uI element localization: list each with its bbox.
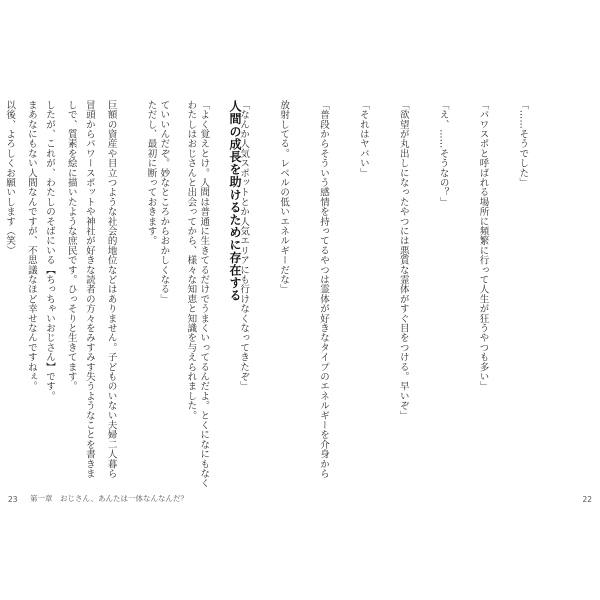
- page-number-left: 23: [8, 495, 18, 504]
- text-line: ただし、最初に断っておきます。: [145, 100, 157, 246]
- left-page-body: [0, 100, 224, 488]
- text-line: 「……そうでした」: [517, 100, 529, 188]
- text-line: しで、質素を絵に描いたような庶民です。ひっそりと生きてます。: [65, 100, 77, 391]
- text-line: 「パワスポと呼ばれる場所に頻繁に行って人生が狂うやつも多い」: [477, 100, 489, 391]
- text-line: したが、これが、わたしのそばにいる【ちっちゃいおじさん】です。: [44, 100, 56, 401]
- text-line: 放射してる。レベルの低いエネルギーだな」: [278, 100, 290, 294]
- text-line: まあなにもない人間なんですが、不思議なほど幸せなんですねぇ。: [25, 100, 37, 391]
- page-number-right: 22: [582, 495, 592, 504]
- text-line: 以後、よろしくお願いします（笑）: [4, 100, 16, 256]
- section-heading: 人間の成長を助けるために存在する: [228, 100, 242, 302]
- text-line: 「なんか人気スポットとか人気エリアにも行けなくなってきたぞ」: [238, 100, 250, 391]
- text-line: わたしはおじさんと出会ってから、様々な知恵と知識を与えられました。: [185, 100, 197, 421]
- text-line: 「普段からそういう感情を持ってるやつは霊体が好きなタイプのエネルギーを介身から: [317, 100, 329, 479]
- text-line: 「え、……そうなの？」: [437, 100, 449, 207]
- text-line: 「よく覚えとけ。人間は普通に生きてるだけでうまくいってるんだよ。とくになにもなく: [198, 100, 210, 488]
- text-line: ていいんだぞ。妙なところからおかしくなる」: [158, 100, 170, 304]
- text-line: 巨額の資産や目立つような社会的地位などはありません。子どものいない夫婦二人暮ら: [105, 100, 117, 479]
- text-line: 「それはヤバい」: [357, 100, 369, 178]
- running-head: 第一章 おじさん、あんたは一体なんなんだ？: [30, 494, 188, 503]
- text-line: 冒頭からパワースポットや神社が好きな読者の方々をみすみす失うようなことを書きま: [83, 100, 95, 479]
- text-line: 「欲望が丸出しになったやつには悪質な霊体がすぐ目をつける。早いぞ」: [397, 100, 409, 421]
